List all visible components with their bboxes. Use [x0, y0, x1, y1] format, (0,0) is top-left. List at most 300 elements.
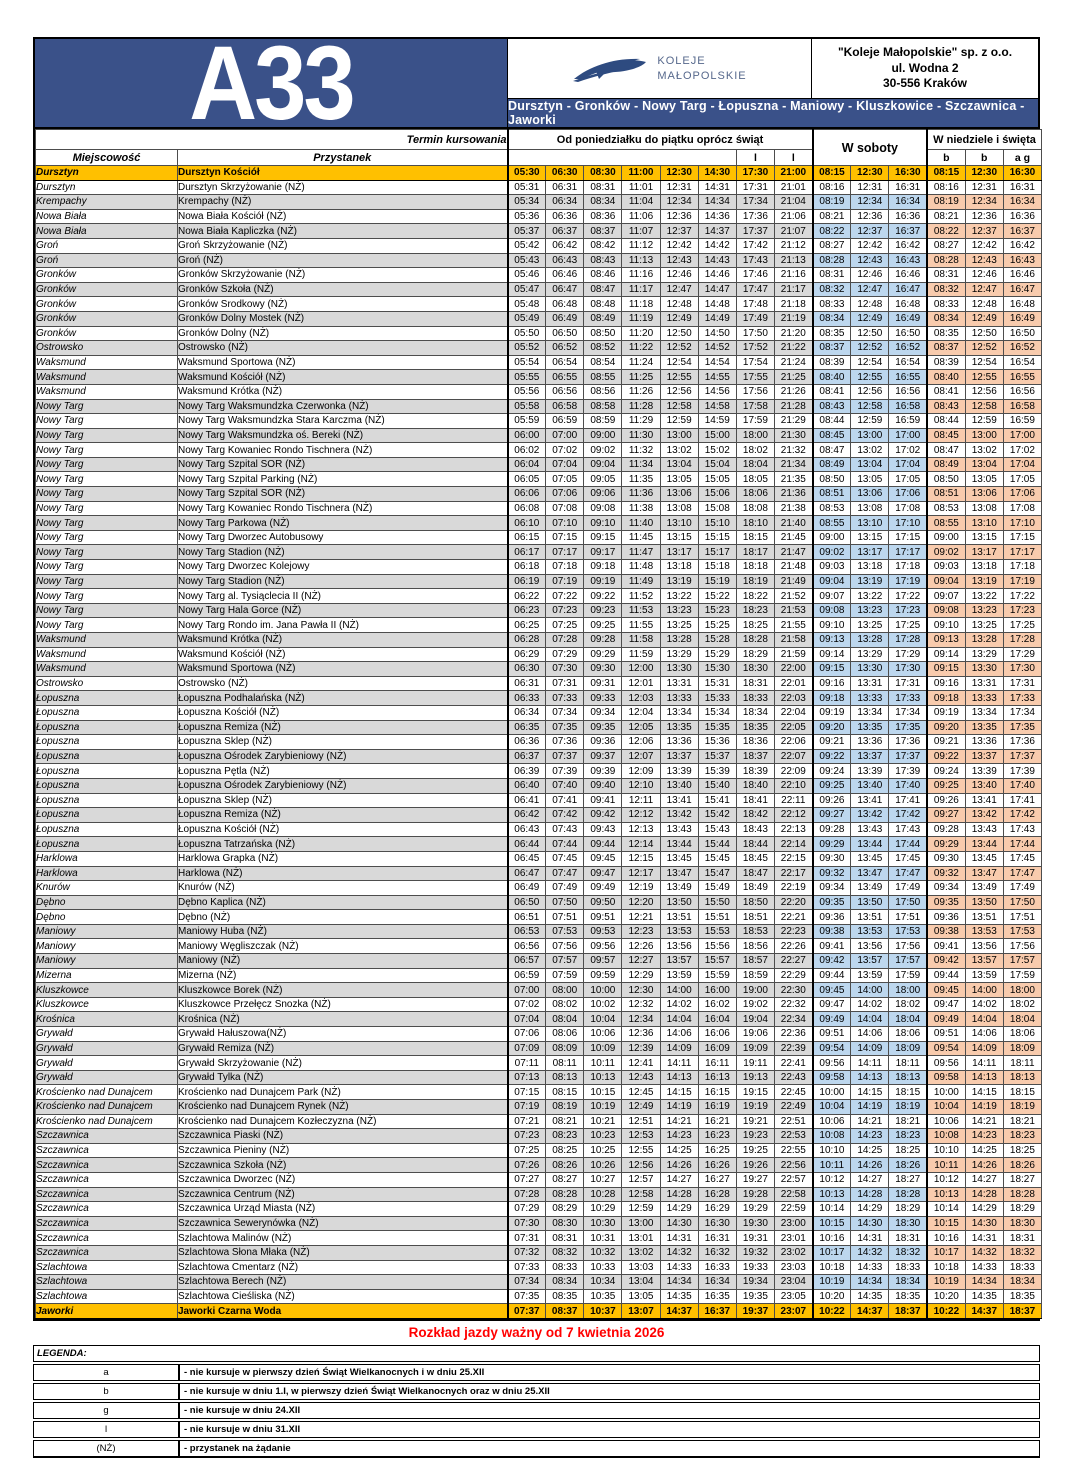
time-cell: 12:59	[965, 414, 1003, 429]
time-cell: 14:30	[965, 1216, 1003, 1231]
time-cell: 06:10	[508, 516, 546, 531]
time-cell: 09:40	[584, 778, 622, 793]
stop-cell: Ostrowsko (NŻ)	[178, 676, 508, 691]
time-cell: 17:42	[1003, 808, 1041, 823]
time-cell: 18:30	[736, 662, 774, 677]
stop-cell: Nowy Targ Szpital Parking (NŻ)	[178, 472, 508, 487]
time-cell: 08:30	[584, 166, 622, 181]
town-cell: Maniowy	[36, 954, 178, 969]
table-row	[36, 574, 1042, 589]
time-cell: 18:44	[736, 837, 774, 852]
time-cell: 17:43	[736, 253, 774, 268]
time-cell: 13:10	[851, 516, 889, 531]
town-cell: Knurów	[36, 881, 178, 896]
time-cell: 21:22	[774, 341, 812, 356]
stop-cell: Harklowa Grapka (NŻ)	[178, 851, 508, 866]
time-cell: 08:31	[584, 180, 622, 195]
town-cell: Szczawnica	[36, 1129, 178, 1144]
time-cell: 10:20	[927, 1289, 965, 1304]
time-cell: 14:30	[851, 1216, 889, 1231]
table-row	[36, 326, 1042, 341]
time-cell: 18:10	[736, 516, 774, 531]
time-cell: 10:26	[584, 1158, 622, 1173]
time-cell: 13:15	[965, 530, 1003, 545]
time-cell: 12:30	[622, 983, 660, 998]
stop-cell: Szlachtowa Cmentarz (NŻ)	[178, 1260, 508, 1275]
time-cell: 10:08	[813, 1129, 851, 1144]
footnote-letter-b1: b	[927, 150, 965, 166]
time-cell: 17:48	[736, 297, 774, 312]
time-cell: 07:50	[546, 895, 584, 910]
time-cell: 17:42	[736, 238, 774, 253]
time-cell: 16:54	[1003, 355, 1041, 370]
time-cell: 15:28	[698, 633, 736, 648]
time-cell: 06:33	[508, 691, 546, 706]
table-row	[36, 545, 1042, 560]
time-cell: 11:22	[622, 341, 660, 356]
legend-row	[33, 1364, 1040, 1381]
time-cell: 08:53	[927, 501, 965, 516]
town-cell: Waksmund	[36, 662, 178, 677]
stop-cell: Szczawnica Sewerynówka (NŻ)	[178, 1216, 508, 1231]
time-cell: 09:24	[927, 764, 965, 779]
table-row	[36, 516, 1042, 531]
time-cell: 14:27	[851, 1172, 889, 1187]
time-cell: 12:56	[851, 384, 889, 399]
stop-cell: Szczawnica Centrum (NŻ)	[178, 1187, 508, 1202]
time-cell: 14:31	[660, 1231, 698, 1246]
time-cell: 14:29	[965, 1202, 1003, 1217]
time-cell: 15:30	[698, 662, 736, 677]
time-cell: 15:05	[698, 472, 736, 487]
time-cell: 07:04	[546, 457, 584, 472]
time-cell: 21:45	[774, 530, 812, 545]
stop-cell: Łopuszna Remiza (NŻ)	[178, 720, 508, 735]
time-cell: 18:35	[889, 1289, 927, 1304]
time-cell: 08:32	[813, 282, 851, 297]
time-cell: 13:33	[965, 691, 1003, 706]
time-cell: 22:23	[774, 924, 812, 939]
time-cell: 17:35	[1003, 720, 1041, 735]
time-cell: 11:49	[622, 574, 660, 589]
table-row	[36, 866, 1042, 881]
time-cell: 08:19	[927, 195, 965, 210]
time-cell: 22:26	[774, 939, 812, 954]
town-cell: Nowy Targ	[36, 618, 178, 633]
time-cell: 14:30	[660, 1216, 698, 1231]
time-cell: 12:20	[622, 895, 660, 910]
time-cell: 17:43	[889, 822, 927, 837]
time-cell: 17:33	[1003, 691, 1041, 706]
time-cell: 23:03	[774, 1260, 812, 1275]
time-cell: 15:31	[698, 676, 736, 691]
stop-cell: Waksmund Kościół (NŻ)	[178, 647, 508, 662]
time-cell: 08:43	[813, 399, 851, 414]
time-cell: 18:22	[736, 589, 774, 604]
time-cell: 10:23	[584, 1129, 622, 1144]
logo-text-line2: MAŁOPOLSKIE	[657, 69, 747, 82]
time-cell: 14:19	[660, 1100, 698, 1115]
time-cell: 11:26	[622, 384, 660, 399]
town-cell: Grywałd	[36, 1041, 178, 1056]
time-cell: 09:35	[927, 895, 965, 910]
time-cell: 17:57	[889, 954, 927, 969]
town-cell: Ostrowsko	[36, 341, 178, 356]
time-cell: 17:23	[889, 603, 927, 618]
time-cell: 11:59	[622, 647, 660, 662]
time-cell: 18:04	[1003, 1012, 1041, 1027]
time-cell: 16:50	[1003, 326, 1041, 341]
time-cell: 10:12	[927, 1172, 965, 1187]
time-cell: 08:13	[546, 1070, 584, 1085]
time-cell: 08:59	[584, 414, 622, 429]
stop-cell: Łopuszna Ośrodek Zarybieniowy (NŻ)	[178, 778, 508, 793]
time-cell: 13:36	[965, 735, 1003, 750]
time-cell: 17:05	[1003, 472, 1041, 487]
time-cell: 14:58	[698, 399, 736, 414]
time-cell: 10:15	[584, 1085, 622, 1100]
time-cell: 09:56	[813, 1056, 851, 1071]
time-cell: 06:45	[508, 851, 546, 866]
time-cell: 08:47	[584, 282, 622, 297]
legend-symbol: a	[33, 1364, 179, 1381]
time-cell: 22:56	[774, 1158, 812, 1173]
time-cell: 15:23	[698, 603, 736, 618]
time-cell: 10:19	[584, 1100, 622, 1115]
time-cell: 18:19	[1003, 1100, 1041, 1115]
time-cell: 06:41	[508, 793, 546, 808]
town-cell: Szczawnica	[36, 1158, 178, 1173]
time-cell: 08:22	[927, 224, 965, 239]
time-cell: 09:38	[813, 924, 851, 939]
time-cell: 13:51	[660, 910, 698, 925]
stop-cell: Szczawnica Dworzec (NŻ)	[178, 1172, 508, 1187]
time-cell: 07:28	[508, 1187, 546, 1202]
time-cell: 07:06	[508, 1027, 546, 1042]
time-cell: 14:26	[660, 1158, 698, 1173]
time-cell: 17:54	[736, 355, 774, 370]
time-cell: 11:36	[622, 487, 660, 502]
town-cell: Dębno	[36, 895, 178, 910]
time-cell: 17:30	[889, 662, 927, 677]
stop-cell: Nowy Targ Waksmundzka oś. Bereki (NŻ)	[178, 428, 508, 443]
time-cell: 16:31	[889, 180, 927, 195]
time-cell: 13:15	[660, 530, 698, 545]
time-cell: 15:34	[698, 705, 736, 720]
time-cell: 12:59	[660, 414, 698, 429]
time-cell: 16:11	[698, 1056, 736, 1071]
time-cell: 08:33	[813, 297, 851, 312]
stop-cell: Łopuszna Ośrodek Zarybieniowy (NŻ)	[178, 749, 508, 764]
stop-cell: Mizerna (NŻ)	[178, 968, 508, 983]
time-cell: 13:53	[965, 924, 1003, 939]
town-cell: Ostrowsko	[36, 676, 178, 691]
table-row	[36, 341, 1042, 356]
time-cell: 22:30	[774, 983, 812, 998]
time-cell: 14:13	[965, 1070, 1003, 1085]
time-cell: 17:37	[736, 224, 774, 239]
stop-cell: Maniowy Huba (NŻ)	[178, 924, 508, 939]
time-cell: 17:41	[1003, 793, 1041, 808]
time-cell: 14:34	[660, 1275, 698, 1290]
time-cell: 13:28	[851, 633, 889, 648]
time-cell: 16:34	[889, 195, 927, 210]
time-cell: 21:55	[774, 618, 812, 633]
time-cell: 17:18	[1003, 560, 1041, 575]
table-row	[36, 311, 1042, 326]
time-cell: 09:35	[584, 720, 622, 735]
time-cell: 06:56	[508, 939, 546, 954]
miejscowosc-column-header: Miejscowość	[36, 150, 178, 166]
time-cell: 16:47	[889, 282, 927, 297]
town-cell: Nowa Biała	[36, 224, 178, 239]
time-cell: 08:44	[927, 414, 965, 429]
time-cell: 08:06	[546, 1027, 584, 1042]
time-cell: 09:22	[584, 589, 622, 604]
stop-cell: Krośnica (NŻ)	[178, 1012, 508, 1027]
time-cell: 05:48	[508, 297, 546, 312]
table-row	[36, 720, 1042, 735]
time-cell: 14:54	[698, 355, 736, 370]
time-cell: 09:18	[584, 560, 622, 575]
time-cell: 11:48	[622, 560, 660, 575]
time-cell: 12:50	[851, 326, 889, 341]
time-cell: 10:04	[927, 1100, 965, 1115]
legend-row	[33, 1402, 1040, 1419]
town-cell: Szczawnica	[36, 1245, 178, 1260]
time-cell: 12:27	[622, 954, 660, 969]
time-cell: 17:08	[889, 501, 927, 516]
time-cell: 06:28	[508, 633, 546, 648]
time-cell: 10:22	[927, 1304, 965, 1319]
time-cell: 22:36	[774, 1027, 812, 1042]
time-cell: 18:13	[889, 1070, 927, 1085]
time-cell: 07:19	[508, 1100, 546, 1115]
time-cell: 16:30	[889, 166, 927, 181]
town-cell: Krościenko nad Dunajcem	[36, 1085, 178, 1100]
time-cell: 21:07	[774, 224, 812, 239]
time-cell: 07:02	[508, 997, 546, 1012]
time-cell: 08:40	[813, 370, 851, 385]
banner-top	[508, 39, 1038, 99]
table-row	[36, 1041, 1042, 1056]
time-cell: 07:33	[546, 691, 584, 706]
time-cell: 19:32	[736, 1245, 774, 1260]
time-cell: 09:43	[584, 822, 622, 837]
stop-cell: Gronków Dolny Mostek (NŻ)	[178, 311, 508, 326]
time-cell: 16:34	[1003, 195, 1041, 210]
time-cell: 18:27	[1003, 1172, 1041, 1187]
time-cell: 14:28	[851, 1187, 889, 1202]
legend-description: - przystanek na żądanie	[179, 1440, 1040, 1458]
time-cell: 22:41	[774, 1056, 812, 1071]
time-cell: 13:56	[660, 939, 698, 954]
table-row	[36, 983, 1042, 998]
time-cell: 08:46	[584, 268, 622, 283]
time-cell: 16:37	[889, 224, 927, 239]
time-cell: 14:34	[851, 1275, 889, 1290]
time-cell: 19:04	[736, 1012, 774, 1027]
time-cell: 08:56	[584, 384, 622, 399]
time-cell: 18:45	[736, 851, 774, 866]
town-cell: Groń	[36, 238, 178, 253]
stop-cell: Łopuszna Kościół (NŻ)	[178, 705, 508, 720]
time-cell: 14:02	[965, 997, 1003, 1012]
time-cell: 13:04	[622, 1275, 660, 1290]
time-cell: 13:17	[851, 545, 889, 560]
time-cell: 16:58	[889, 399, 927, 414]
time-cell: 12:36	[660, 209, 698, 224]
time-cell: 16:31	[1003, 180, 1041, 195]
time-cell: 13:31	[660, 676, 698, 691]
time-cell: 13:56	[851, 939, 889, 954]
time-cell: 10:37	[584, 1304, 622, 1319]
time-cell: 14:23	[851, 1129, 889, 1144]
time-cell: 07:21	[508, 1114, 546, 1129]
table-row	[36, 1304, 1042, 1319]
time-cell: 09:14	[813, 647, 851, 662]
time-cell: 13:35	[851, 720, 889, 735]
table-row	[36, 1070, 1042, 1085]
time-cell: 16:48	[1003, 297, 1041, 312]
table-row	[36, 954, 1042, 969]
time-cell: 18:08	[736, 501, 774, 516]
time-cell: 18:50	[736, 895, 774, 910]
time-cell: 07:04	[508, 1012, 546, 1027]
time-cell: 08:26	[546, 1158, 584, 1173]
time-cell: 12:58	[622, 1187, 660, 1202]
stop-cell: Nowy Targ Waksmundzka Czerwonka (NŻ)	[178, 399, 508, 414]
time-cell: 18:21	[1003, 1114, 1041, 1129]
time-cell: 05:58	[508, 399, 546, 414]
time-cell: 23:07	[774, 1304, 812, 1319]
time-cell: 18:35	[1003, 1289, 1041, 1304]
town-cell: Krempachy	[36, 195, 178, 210]
time-cell: 13:47	[851, 866, 889, 881]
time-cell: 17:25	[889, 618, 927, 633]
time-cell: 21:18	[774, 297, 812, 312]
stop-cell: Dursztyn Skrzyżowanie (NŻ)	[178, 180, 508, 195]
time-cell: 11:13	[622, 253, 660, 268]
table-row	[36, 530, 1042, 545]
time-cell: 12:12	[622, 808, 660, 823]
time-cell: 06:30	[546, 166, 584, 181]
time-cell: 09:28	[813, 822, 851, 837]
time-cell: 05:31	[508, 180, 546, 195]
time-cell: 13:18	[660, 560, 698, 575]
time-cell: 11:28	[622, 399, 660, 414]
time-cell: 14:25	[965, 1143, 1003, 1158]
stop-cell: Kluszkowce Przełęcz Snozka (NŻ)	[178, 997, 508, 1012]
time-cell: 21:12	[774, 238, 812, 253]
time-cell: 21:40	[774, 516, 812, 531]
town-cell: Gronków	[36, 326, 178, 341]
time-cell: 14:00	[965, 983, 1003, 998]
time-cell: 17:50	[736, 326, 774, 341]
time-cell: 17:59	[736, 414, 774, 429]
time-cell: 08:32	[546, 1245, 584, 1260]
table-row	[36, 370, 1042, 385]
time-cell: 18:28	[889, 1187, 927, 1202]
table-row	[36, 1231, 1042, 1246]
time-cell: 14:50	[698, 326, 736, 341]
time-cell: 17:47	[736, 282, 774, 297]
time-cell: 17:28	[889, 633, 927, 648]
table-row	[36, 793, 1042, 808]
town-cell: Nowy Targ	[36, 574, 178, 589]
train-swoosh-icon	[572, 52, 650, 86]
time-cell: 06:56	[546, 384, 584, 399]
time-cell: 09:54	[813, 1041, 851, 1056]
time-cell: 22:14	[774, 837, 812, 852]
time-cell: 22:09	[774, 764, 812, 779]
stop-cell: Łopuszna Podhalańska (NŻ)	[178, 691, 508, 706]
table-row	[36, 166, 1042, 181]
time-cell: 07:36	[546, 735, 584, 750]
time-cell: 18:11	[889, 1056, 927, 1071]
time-cell: 12:54	[965, 355, 1003, 370]
time-cell: 18:29	[889, 1202, 927, 1217]
time-cell: 17:51	[1003, 910, 1041, 925]
time-cell: 09:13	[927, 633, 965, 648]
time-cell: 16:36	[1003, 209, 1041, 224]
time-cell: 06:29	[508, 647, 546, 662]
town-cell: Waksmund	[36, 384, 178, 399]
time-cell: 12:56	[965, 384, 1003, 399]
time-cell: 09:27	[927, 808, 965, 823]
time-cell: 09:15	[927, 662, 965, 677]
time-cell: 06:54	[546, 355, 584, 370]
time-cell: 12:56	[660, 384, 698, 399]
time-cell: 18:26	[889, 1158, 927, 1173]
stop-cell: Nowy Targ Rondo im. Jana Pawła II (NŻ)	[178, 618, 508, 633]
time-cell: 06:34	[546, 195, 584, 210]
time-cell: 22:59	[774, 1202, 812, 1217]
time-cell: 12:37	[660, 224, 698, 239]
time-cell: 13:53	[851, 924, 889, 939]
time-cell: 14:31	[851, 1231, 889, 1246]
time-cell: 13:43	[660, 822, 698, 837]
time-cell: 22:27	[774, 954, 812, 969]
time-cell: 17:47	[1003, 866, 1041, 881]
town-cell: Łopuszna	[36, 691, 178, 706]
time-cell: 13:05	[660, 472, 698, 487]
table-row	[36, 691, 1042, 706]
table-row	[36, 355, 1042, 370]
time-cell: 06:46	[546, 268, 584, 283]
time-cell: 17:53	[889, 924, 927, 939]
time-cell: 09:51	[927, 1027, 965, 1042]
time-cell: 19:35	[736, 1289, 774, 1304]
table-row	[36, 749, 1042, 764]
stop-cell: Gronków Srodkowy (NŻ)	[178, 297, 508, 312]
legend-row	[33, 1440, 1040, 1458]
time-cell: 13:35	[965, 720, 1003, 735]
time-cell: 07:26	[508, 1158, 546, 1173]
time-cell: 13:33	[660, 691, 698, 706]
time-cell: 16:49	[889, 311, 927, 326]
time-cell: 06:40	[508, 778, 546, 793]
time-cell: 16:23	[698, 1129, 736, 1144]
company-address	[812, 39, 1038, 98]
time-cell: 13:07	[622, 1304, 660, 1319]
time-cell: 07:13	[508, 1070, 546, 1085]
time-cell: 09:04	[813, 574, 851, 589]
time-cell: 17:17	[889, 545, 927, 560]
stop-cell: Knurów (NŻ)	[178, 881, 508, 896]
saturday-header: W soboty	[813, 130, 927, 166]
time-cell: 08:50	[927, 472, 965, 487]
